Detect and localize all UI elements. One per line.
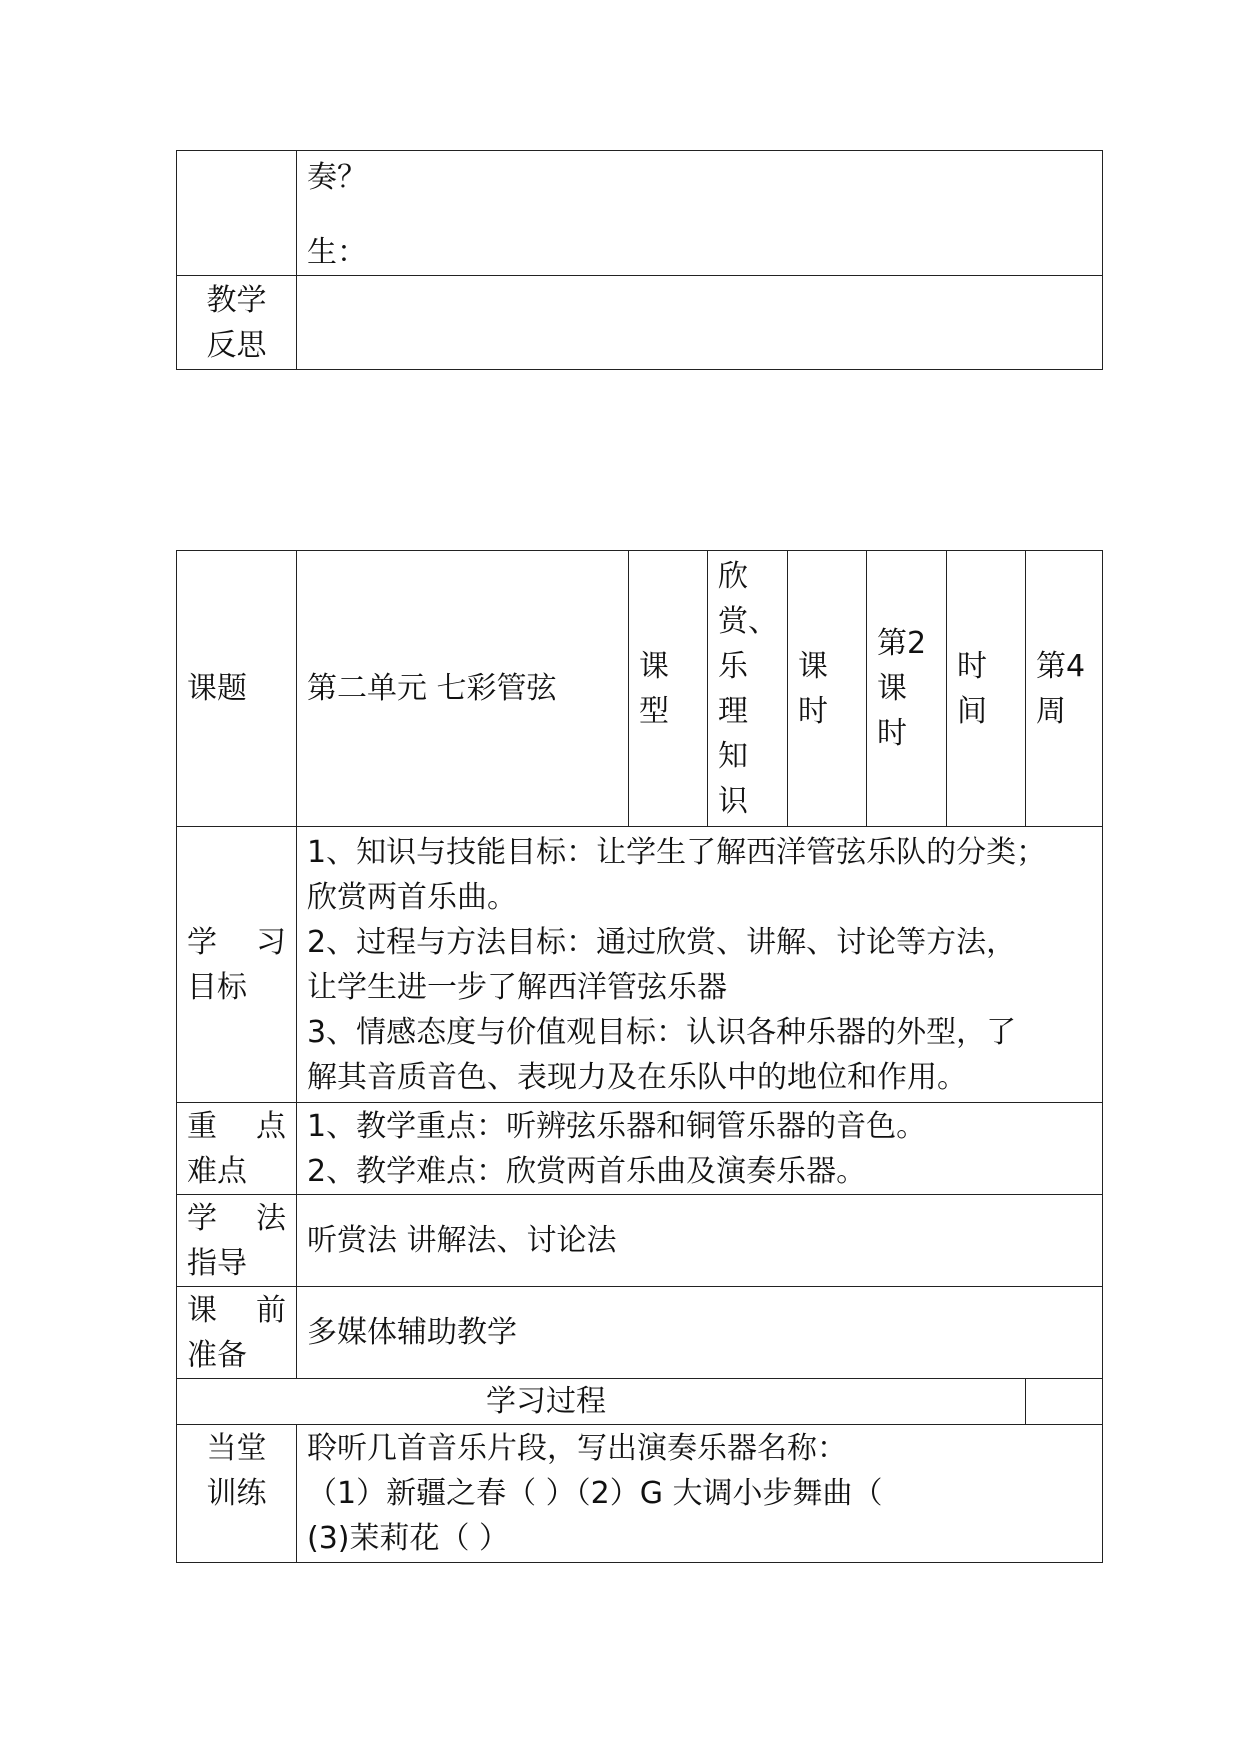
preparation-content: 多媒体辅助教学 [297, 1287, 1103, 1379]
period-label: 课时 [788, 551, 867, 827]
empty-label-cell [177, 151, 297, 276]
time-label: 时间 [947, 551, 1026, 827]
objectives-line: 解其音质音色、表现力及在乐队中的地位和作用。 [307, 1059, 967, 1095]
continued-line-2: 生： [307, 235, 367, 270]
method-label-line-1: 学 法 [187, 1200, 286, 1236]
method-row [177, 1195, 1103, 1287]
process-title: 学习过程 [177, 1379, 1026, 1425]
lesson-plan-table [176, 550, 1103, 1563]
objectives-line: 3、情感态度与价值观目标：认识各种乐器的外型，了 [307, 1014, 1017, 1050]
practice-line: （1）新疆之春（ ）（2）G 大调小步舞曲（ [307, 1476, 883, 1511]
reflection-row [177, 276, 1103, 370]
practice-label-line-1: 当堂 [206, 1431, 267, 1466]
objectives-line: 1、知识与技能目标：让学生了解西洋管弦乐队的分类； [307, 834, 1047, 870]
continued-row [177, 151, 1103, 276]
key-points-line: 2、教学难点：欣赏两首乐曲及演奏乐器。 [307, 1153, 867, 1189]
preparation-label-line-1: 课 前 [187, 1292, 286, 1328]
preparation-row [177, 1287, 1103, 1379]
method-content: 听赏法 讲解法、讨论法 [297, 1195, 1103, 1287]
type-value: 欣赏、乐理知识 [708, 551, 788, 827]
objectives-line: 欣赏两首乐曲。 [307, 879, 517, 915]
practice-line: (3)茉莉花（ ） [307, 1521, 510, 1556]
method-label [177, 1195, 297, 1287]
key-points-label [177, 1103, 297, 1195]
objectives-row [177, 827, 1103, 1103]
key-points-row [177, 1103, 1103, 1195]
objectives-content [297, 827, 1103, 1103]
type-label: 课型 [629, 551, 708, 827]
key-points-line: 1、教学重点：听辨弦乐器和铜管乐器的音色。 [307, 1108, 927, 1144]
objectives-label-line-2: 目标 [187, 969, 247, 1005]
process-aside [1026, 1379, 1103, 1425]
practice-row [177, 1425, 1103, 1563]
method-label-line-2: 指导 [187, 1245, 247, 1281]
topic-label: 课题 [177, 551, 297, 827]
period-value: 第2课时 [867, 551, 947, 827]
objectives-line: 2、过程与方法目标：通过欣赏、讲解、讨论等方法， [307, 924, 1017, 960]
key-points-content [297, 1103, 1103, 1195]
continued-content-cell [297, 151, 1103, 276]
continued-line-1: 奏？ [307, 160, 367, 195]
reflection-label-line-1: 教学 [206, 282, 267, 318]
objectives-label [177, 827, 297, 1103]
reflection-label-line-2: 反思 [206, 327, 267, 363]
preparation-label-line-2: 准备 [187, 1337, 247, 1373]
practice-label [177, 1425, 297, 1563]
practice-content [297, 1425, 1103, 1563]
key-points-label-line-1: 重 点 [187, 1108, 286, 1144]
objectives-line: 让学生进一步了解西洋管弦乐器 [307, 969, 727, 1005]
process-row [177, 1379, 1103, 1425]
preparation-label [177, 1287, 297, 1379]
practice-label-line-2: 训练 [206, 1476, 267, 1511]
practice-line: 聆听几首音乐片段，写出演奏乐器名称： [307, 1431, 847, 1466]
key-points-label-line-2: 难点 [187, 1153, 247, 1189]
header-row [177, 551, 1103, 827]
reflection-label-cell [177, 276, 297, 370]
topic-value: 第二单元 七彩管弦 [297, 551, 629, 827]
reflection-content-cell [297, 276, 1103, 370]
top-table [176, 150, 1103, 370]
objectives-label-line-1: 学 习 [187, 924, 286, 960]
time-value: 第4周 [1026, 551, 1103, 827]
